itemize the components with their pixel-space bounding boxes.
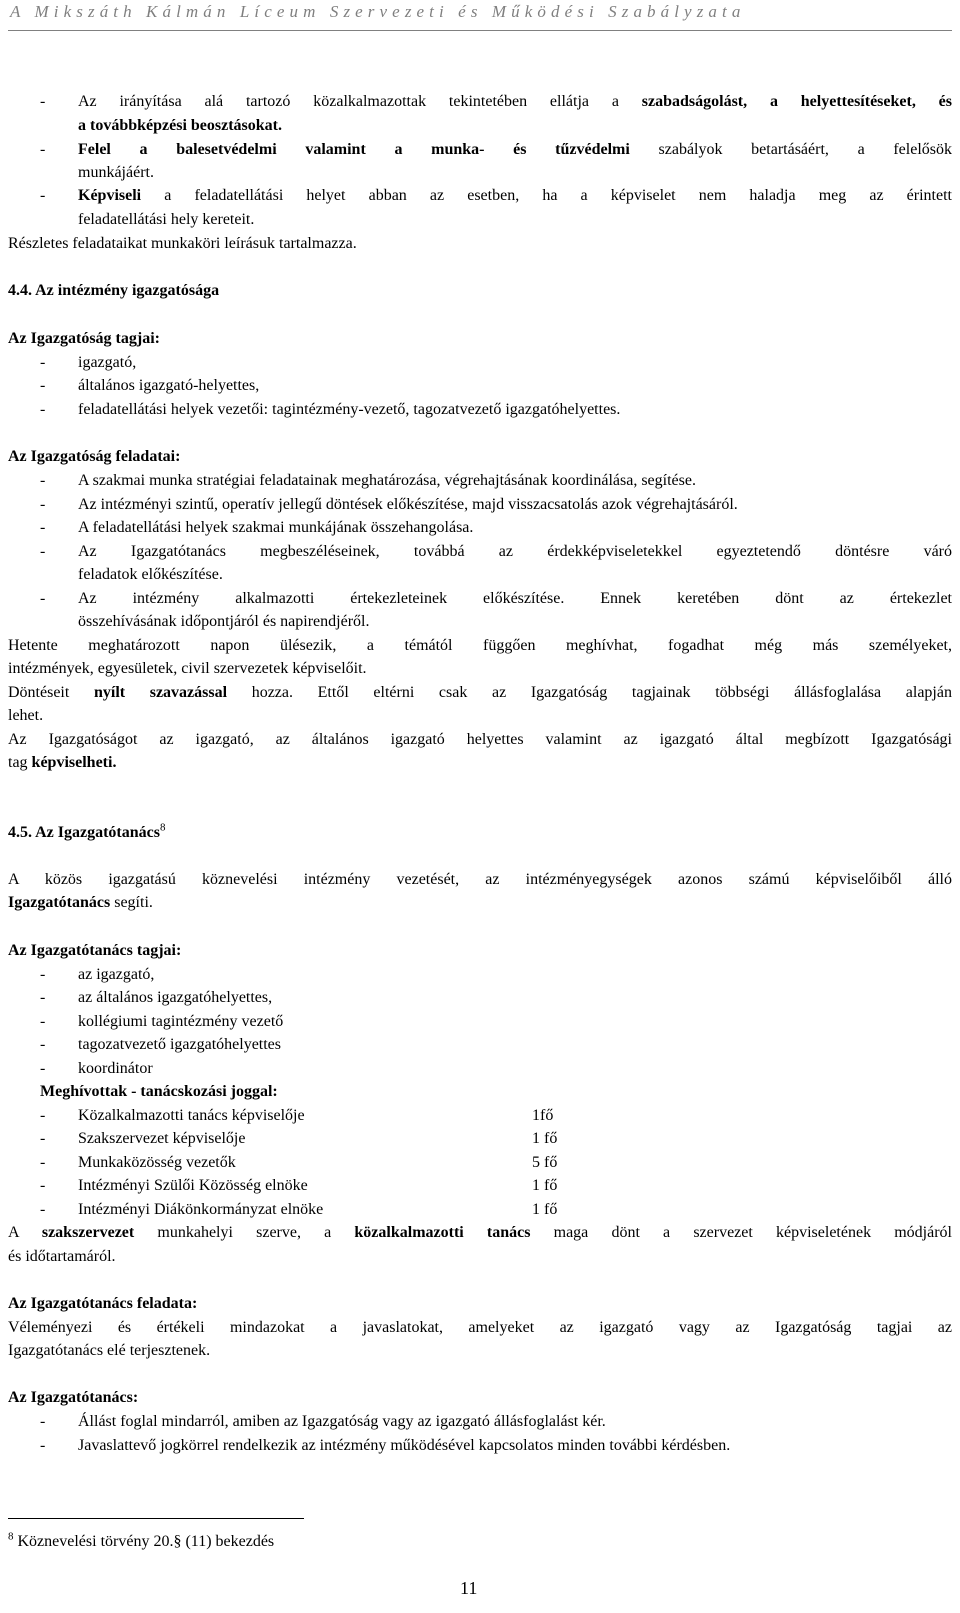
- list-dash: -: [40, 1013, 46, 1030]
- list-item: Felel a balesetvédelmi valamint a munka- és tűzvédelmi szabályok betartásáért, a felelősök: [78, 141, 953, 158]
- list-item: Állást foglal mindarról, amiben az Igazgatóság vagy az igazgató állásfoglalást kér.: [78, 1413, 606, 1430]
- invited-role: Közalkalmazotti tanács képviselője: [78, 1107, 305, 1124]
- document-header: A Mikszáth Kálmán Líceum Szervezeti és Működési Szabályzata: [10, 2, 746, 21]
- list-item: igazgató,: [78, 354, 137, 371]
- list-item: Javaslattevő jogkörrel rendelkezik az intézmény működésével kapcsolatos minden további kérdésben.: [78, 1437, 731, 1454]
- list-dash: -: [40, 377, 46, 394]
- list-dash: -: [40, 519, 46, 536]
- paragraph-decisions-cont: lehet.: [8, 707, 44, 724]
- list-dash: -: [40, 93, 46, 110]
- invited-count: 1 fő: [532, 1130, 558, 1147]
- list-item-cont: a továbbképzési beosztásokat.: [78, 117, 283, 134]
- list-item: feladatellátási helyek vezetői: tagintézmény-vezető, tagozatvezető igazgatóhelyettes.: [78, 401, 621, 418]
- list-item-cont: feladatellátási hely kereteit.: [78, 211, 255, 228]
- list-dash: -: [40, 989, 46, 1006]
- invited-heading: Meghívottak - tanácskozási joggal:: [40, 1083, 278, 1100]
- section-title-4-5: 4.5. Az Igazgatótanács$^8$: [8, 821, 166, 841]
- list-dash: -: [40, 1060, 46, 1077]
- paragraph-represent: Az Igazgatóságot az igazgató, az általános igazgató helyettes valamint az igazgató által megbízott Igazgatósági: [8, 731, 952, 748]
- list-dash: -: [40, 1177, 46, 1194]
- list-item: kollégiumi tagintézmény vezető: [78, 1013, 284, 1030]
- paragraph-intro-cont: Igazgatótanács segíti.: [8, 894, 153, 911]
- list-dash: -: [40, 187, 46, 204]
- list-item: Az intézmény alkalmazotti értekezleteinek előkészítése. Ennek keretében dönt az értekezlet: [78, 590, 952, 607]
- list-dash: -: [40, 1130, 46, 1147]
- list-dash: -: [40, 590, 46, 607]
- list-dash: -: [40, 1036, 46, 1053]
- paragraph-decisions: Döntéseit nyílt szavazással hozza. Ettől eltérni csak az Igazgatóság tagjainak többségi állásfoglalása alapján: [8, 684, 952, 701]
- list-item: koordinátor: [78, 1060, 153, 1077]
- list-item: Képviseli a feladatellátási helyet abban az esetben, ha a képviselet nem haladja meg az érintett: [78, 187, 952, 204]
- invited-count: 1 fő: [532, 1177, 558, 1194]
- list-item: az igazgató,: [78, 966, 155, 983]
- list-dash: -: [40, 1107, 46, 1124]
- footnote-ref: 8: [159, 821, 166, 834]
- invited-role: Intézményi Szülői Közösség elnöke: [78, 1177, 308, 1194]
- paragraph-task: Véleményezi és értékeli mindazokat a javaslatokat, amelyeket az igazgató vagy az Igazgatóság tagjai az: [8, 1319, 952, 1336]
- list-item: Az irányítása alá tartozó közalkalmazottak tekintetében ellátja a szabadságolást, a helyettesítéseket, és: [78, 93, 952, 110]
- page-number: 11: [460, 1578, 478, 1598]
- list-item-cont: munkájáért.: [78, 164, 154, 181]
- footnote-divider: [8, 1518, 304, 1519]
- list-dash: -: [40, 354, 46, 371]
- paragraph-union-cont: és időtartamáról.: [8, 1248, 116, 1265]
- paragraph-union: A szakszervezet munkahelyi szerve, a közalkalmazotti tanács maga dönt a szervezet képviseletének módjáról: [8, 1224, 952, 1241]
- list-dash: -: [40, 1154, 46, 1171]
- invited-role: Intézményi Diákönkormányzat elnöke: [78, 1201, 324, 1218]
- igazgatotanacs-members-heading: Az Igazgatótanács tagjai:: [8, 942, 182, 959]
- list-dash: -: [40, 401, 46, 418]
- task-heading: Az Igazgatótanács feladata:: [8, 1295, 198, 1312]
- invited-role: Szakszervezet képviselője: [78, 1130, 246, 1147]
- list-dash: -: [40, 1413, 46, 1430]
- list-dash: -: [40, 1437, 46, 1454]
- list-item: A szakmai munka stratégiai feladatainak meghatározása, végrehajtásának koordinálása, segítése.: [78, 472, 696, 489]
- council-heading: Az Igazgatótanács:: [8, 1389, 139, 1406]
- igazgatosag-tasks-heading: Az Igazgatóság feladatai:: [8, 448, 181, 465]
- list-dash: -: [40, 472, 46, 489]
- paragraph-weekly-cont: intézmények, egyesületek, civil szervezetek képviselőit.: [8, 660, 367, 677]
- list-item: Az Igazgatótanács megbeszéléseinek, továbbá az érdekképviseletekkel egyeztetendő döntésre váró: [78, 543, 952, 560]
- list-item: tagozatvezető igazgatóhelyettes: [78, 1036, 282, 1053]
- list-item: Az intézményi szintű, operatív jellegű döntések előkészítése, majd visszacsatolás azok végrehajtásáról.: [78, 496, 738, 513]
- igazgatosag-members-heading: Az Igazgatóság tagjai:: [8, 330, 160, 347]
- list-dash: -: [40, 966, 46, 983]
- list-dash: -: [40, 141, 46, 158]
- invited-role: Munkaközösség vezetők: [78, 1154, 236, 1171]
- paragraph-task-cont: Igazgatótanács elé terjesztenek.: [8, 1342, 211, 1359]
- list-item-cont: feladatok előkészítése.: [78, 566, 223, 583]
- list-item: A feladatellátási helyek szakmai munkájának összehangolása.: [78, 519, 474, 536]
- section-title-4-4: 4.4. Az intézmény igazgatósága: [8, 282, 220, 299]
- details-note: Részletes feladataikat munkaköri leírásuk tartalmazza.: [8, 235, 357, 252]
- list-dash: -: [40, 543, 46, 560]
- footnote: $^8$ Köznevelési törvény 20.§ (11) bekezdés: [8, 1530, 275, 1550]
- list-dash: -: [40, 496, 46, 513]
- invited-count: 5 fő: [532, 1154, 558, 1171]
- list-item-cont: összehívásának időpontjáról és napirendjéről.: [78, 613, 370, 630]
- paragraph-weekly: Hetente meghatározott napon ülésezik, a témától függően meghívhat, fogadhat még más személyeket,: [8, 637, 952, 654]
- paragraph-represent-cont: tag képviselheti.: [8, 754, 117, 771]
- invited-count: 1fő: [532, 1107, 554, 1124]
- list-item: az általános igazgatóhelyettes,: [78, 989, 273, 1006]
- invited-count: 1 fő: [532, 1201, 558, 1218]
- list-dash: -: [40, 1201, 46, 1218]
- header-divider: [8, 30, 952, 31]
- list-item: általános igazgató-helyettes,: [78, 377, 260, 394]
- paragraph-intro: A közös igazgatású köznevelési intézmény vezetését, az intézményegységek azonos számú képviselőiből álló: [8, 871, 952, 888]
